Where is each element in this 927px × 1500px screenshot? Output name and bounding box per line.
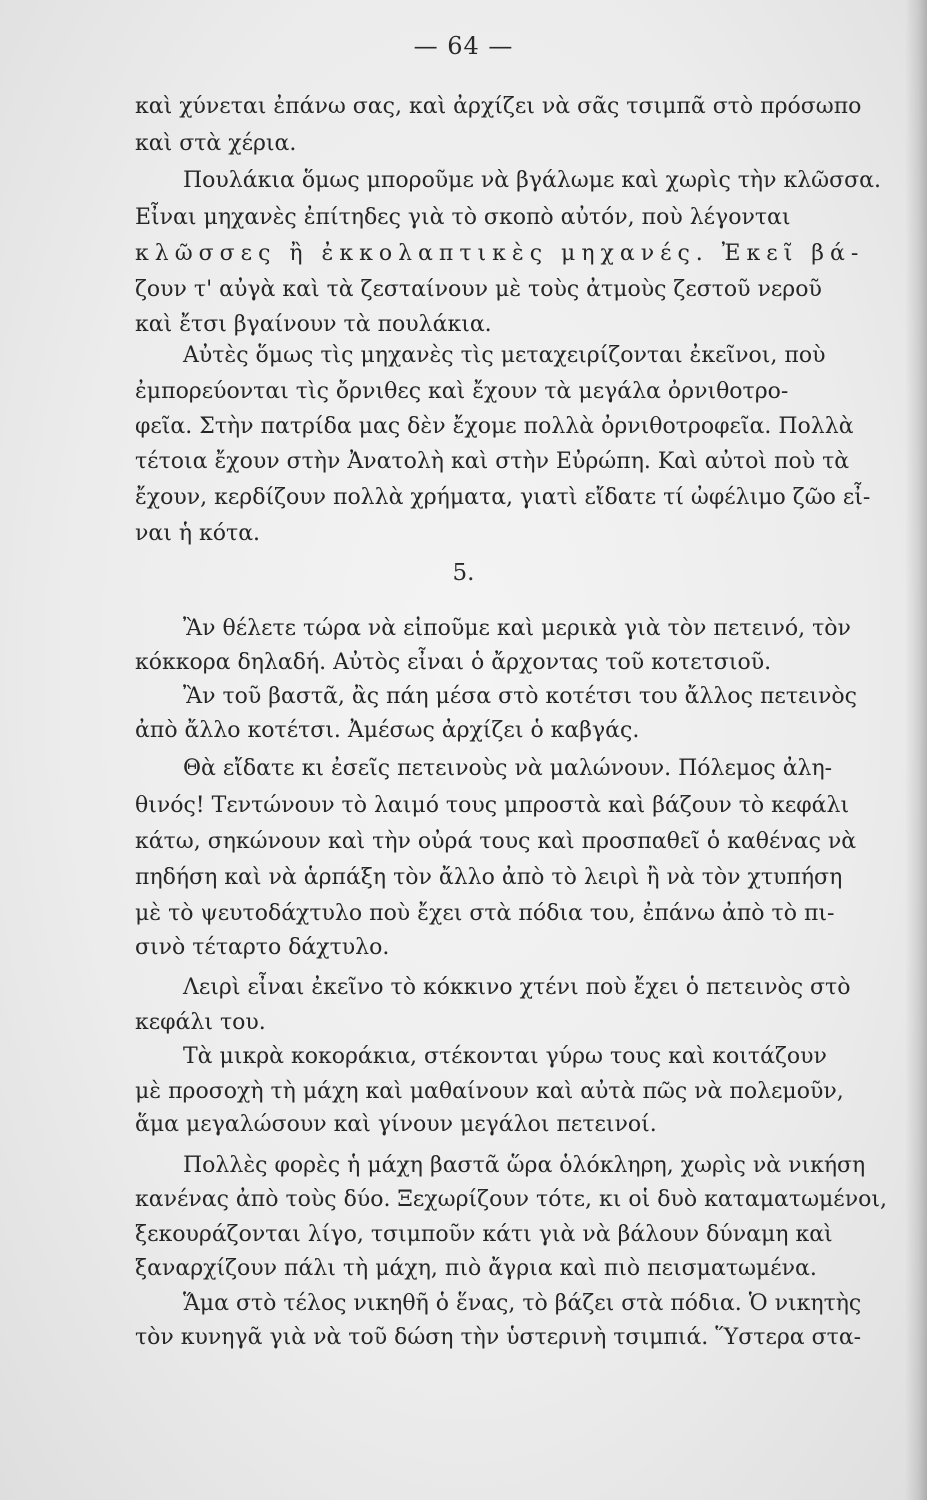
text-line: σινὸ τέταρτο δάχτυλο. [135,935,390,960]
text-line: μὲ προσοχὴ τὴ μάχη καὶ μαθαίνουν καὶ αὐτὰ πῶς νὰ πολεμοῦν, [135,1079,844,1104]
text-line: ἐμπορεύονται τὶς ὄρνιθες καὶ ἔχουν τὰ μεγάλα ὀρνιθοτρο- [135,379,789,404]
text-line: μὲ τὸ ψευτοδάχτυλο ποὺ ἔχει στὰ πόδια του, ἐπάνω ἀπὸ τὸ πι- [135,901,835,926]
text-line: ἀπὸ ἄλλο κοτέτσι. Ἀμέσως ἀρχίζει ὁ καβγάς. [135,718,640,743]
text-line: κόκκορα δηλαδή. Αὐτὸς εἶναι ὁ ἄρχοντας τοῦ κοτετσιοῦ. [135,650,772,675]
text-line: ἔχουν, κερδίζουν πολλὰ χρήματα, γιατὶ εἴδατε τί ὠφέλιμο ζῶο εἶ- [135,485,871,510]
text-line: κάτω, σηκώνουν καὶ τὴν οὐρά τους καὶ προσπαθεῖ ὁ καθένας νὰ [135,829,857,854]
text-line: κανένας ἀπὸ τοὺς δύο. Ξεχωρίζουν τότε, κι οἱ δυὸ καταματωμένοι, [135,1187,887,1212]
text-line: πηδήση καὶ νὰ ἁρπάξη τὸν ἄλλο ἀπὸ τὸ λειρὶ ἢ νὰ τὸν χτυπήση [135,865,843,890]
text-line: κλῶσσες ἢ ἐκκολαπτικὲς μηχανές. Ἐκεῖ βά- [135,241,865,266]
text-line: ἅμα μεγαλώσουν καὶ γίνουν μεγάλοι πετεινοί. [135,1112,657,1137]
section-heading: 5. [452,560,475,586]
text-line: καὶ χύνεται ἐπάνω σας, καὶ ἀρχίζει νὰ σᾶς τσιμπᾶ στὸ πρόσωπο [135,94,862,119]
text-line: καὶ στὰ χέρια. [135,131,297,156]
text-line: Ἅμα στὸ τέλος νικηθῆ ὁ ἕνας, τὸ βάζει στὰ πόδια. Ὁ νικητὴς [183,1291,862,1316]
text-line: ξεκουράζονται λίγο, τσιμποῦν κάτι γιὰ νὰ βάλουν δύναμη καὶ [135,1222,833,1247]
text-line: ξαναρχίζουν πάλι τὴ μάχη, πιὸ ἄγρια καὶ πιὸ πεισματωμένα. [135,1256,817,1281]
text-line: θινός! Τεντώνουν τὸ λαιμό τους μπροστὰ καὶ βάζουν τὸ κεφάλι [135,793,850,818]
text-line: Εἶναι μηχανὲς ἐπίτηδες γιὰ τὸ σκοπὸ αὐτόν, ποὺ λέγονται [135,205,791,230]
text-line: φεῖα. Στὴν πατρίδα μας δὲν ἔχομε πολλὰ ὀρνιθοτροφεῖα. Πολλὰ [135,414,854,439]
page-number: — 64 — [413,32,514,60]
text-line: Τὰ μικρὰ κοκοράκια, στέκονται γύρω τους καὶ κοιτάζουν [183,1044,827,1069]
text-line: Πολλὲς φορὲς ἡ μάχη βαστᾶ ὥρα ὁλόκληρη, χωρὶς νὰ νικήση [183,1153,866,1178]
text-line: Ἂν θέλετε τώρα νὰ εἰποῦμε καὶ μερικὰ γιὰ τὸν πετεινό, τὸν [183,616,851,641]
text-line: ναι ἡ κότα. [135,521,261,546]
text-line: Ἂν τοῦ βαστᾶ, ἂς πάη μέσα στὸ κοτέτσι του ἄλλος πετεινὸς [183,684,857,709]
text-line: Αὐτὲς ὅμως τὶς μηχανὲς τὶς μεταχειρίζονται ἐκεῖνοι, ποὺ [183,343,826,368]
text-line: ζουν τ' αὐγὰ καὶ τὰ ζεσταίνουν μὲ τοὺς ἀτμοὺς ζεστοῦ νεροῦ [135,277,822,302]
text-line: τὸν κυνηγᾶ γιὰ νὰ τοῦ δώση τὴν ὑστερινὴ τσιμπιά. Ὕστερα στα- [135,1325,862,1350]
text-line: Λειρὶ εἶναι ἐκεῖνο τὸ κόκκινο χτένι ποὺ ἔχει ὁ πετεινὸς στὸ [183,975,851,1000]
text-line: τέτοια ἔχουν στὴν Ἀνατολὴ καὶ στὴν Εὐρώπη. Καὶ αὐτοὶ ποὺ τὰ [135,449,850,474]
text-line: κεφάλι του. [135,1010,266,1035]
text-line: Θὰ εἴδατε κι ἐσεῖς πετεινοὺς νὰ μαλώνουν. Πόλεμος ἀλη- [183,756,833,781]
page-edge-shadow [905,0,927,1500]
text-line: καὶ ἔτσι βγαίνουν τὰ πουλάκια. [135,312,492,337]
text-line: Πουλάκια ὅμως μποροῦμε νὰ βγάλωμε καὶ χωρὶς τὴν κλῶσσα. [183,168,881,193]
